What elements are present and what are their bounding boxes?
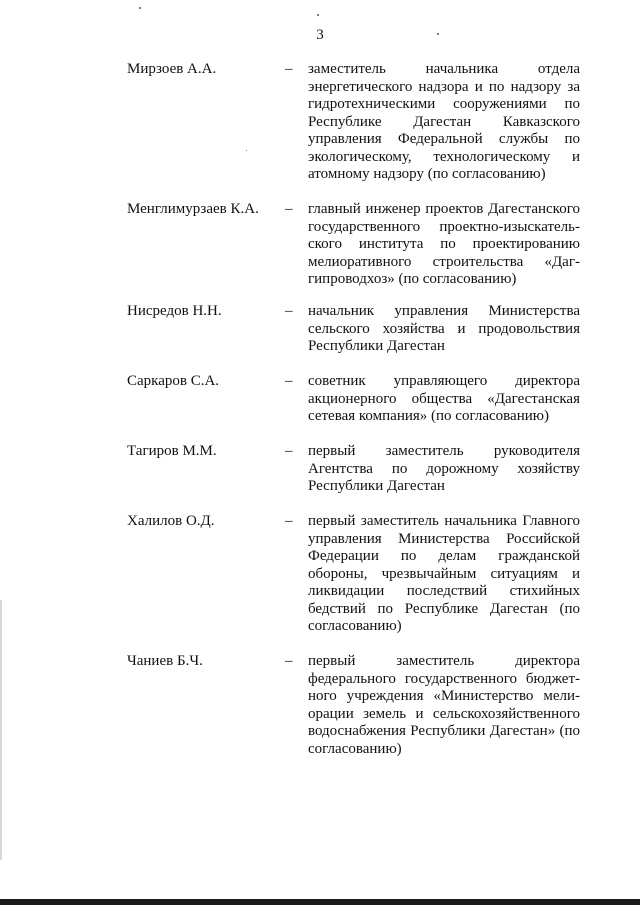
scan-speck (139, 7, 141, 9)
member-name: Мирзоев А.А. (127, 61, 217, 77)
dash-separator: – (285, 61, 293, 77)
scan-speck (437, 33, 439, 35)
dash-separator: – (285, 373, 293, 389)
dash-separator: – (285, 443, 293, 459)
member-name: Менглимурзаев К.А. (127, 201, 259, 217)
scan-speck (246, 150, 247, 151)
member-position: заместитель начальника отдела энергетического надзора и по надзору за гидротехническими сооружениями по Республике Дагестан Кавказского управления Федеральной службы по экологическому, технологическому и атомному надзору (по согласованию) (308, 61, 580, 182)
member-position: начальник управления Министерства сельского хозяйства и продовольствия Республики Дагестан (308, 303, 580, 354)
member-position: советник управляющего директора акционерного общества «Дагестанская сетевая компания» (по согласованию) (308, 373, 580, 424)
dash-separator: – (285, 653, 293, 669)
page-number: 3 (316, 27, 324, 43)
member-position: главный инженер проектов Дагестанского государственного проектно-изыскательского института по проектированию мелиоративного строительства «Даггипроводхоз» (по согласованию) (308, 201, 580, 287)
member-name: Чаниев Б.Ч. (127, 653, 203, 669)
member-position: первый заместитель руководителя Агентства по дорожному хозяйству Республики Дагестан (308, 443, 580, 494)
dash-separator: – (285, 513, 293, 529)
scan-edge-shadow (0, 600, 2, 860)
dash-separator: – (285, 201, 293, 217)
dash-separator: – (285, 303, 293, 319)
member-name: Саркаров С.А. (127, 373, 220, 389)
member-position: первый заместитель начальника Главного управления Министерства Российской Федерации по делам гражданской обороны, чрезвычайным ситуациям и ликвидации последствий стихийных бедствий по Республике Дагестан (по согласованию) (308, 513, 580, 634)
member-name: Нисредов Н.Н. (127, 303, 222, 319)
member-name: Тагиров М.М. (127, 443, 217, 459)
member-name: Халилов О.Д. (127, 513, 215, 529)
scan-speck (317, 14, 319, 16)
member-position: первый заместитель директора федерального государственного бюджетного учреждения «Министерство мелиорации земель и сельскохозяйственного водоснабжения Республики Дагестан» (по согласованию) (308, 653, 580, 757)
scan-bottom-edge (0, 899, 640, 905)
